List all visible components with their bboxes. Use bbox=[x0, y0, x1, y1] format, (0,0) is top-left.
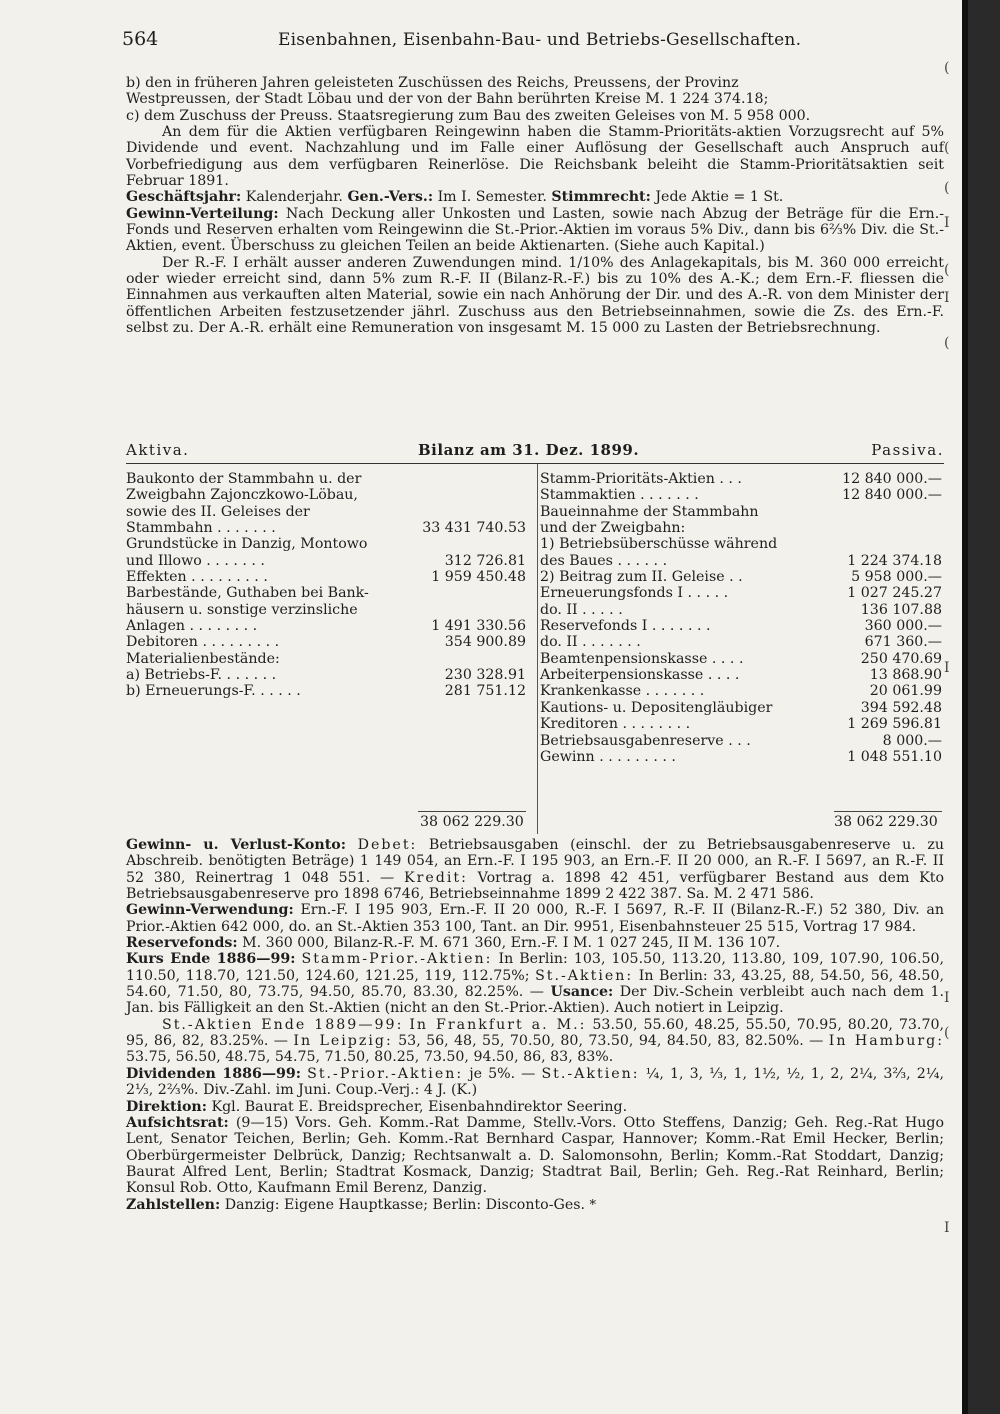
intro-line: c) dem Zuschuss der Preuss. Staatsregierung zum Bau des zweiten Geleises von M. 5 958 000. bbox=[126, 107, 811, 124]
dividenden-label: Dividenden 1886—99: bbox=[126, 1065, 302, 1082]
passiva-item-label: und der Zweigbahn: bbox=[540, 520, 686, 537]
kurs-paragraph-2 bbox=[126, 1017, 944, 1066]
passiva-row bbox=[540, 504, 942, 520]
dividenden-st-label: St.-Aktien: bbox=[541, 1065, 640, 1082]
guv-text-2: Vortrag a. 1898 42 451, verfügbarer Bestand aus dem Kto Betriebsausgabenreserve pro 1898 6746, Betriebseinnahme 1899 2 422 387. Sa. M. 2 471 586. bbox=[126, 869, 945, 903]
passiva-item-value: 8 000.— bbox=[882, 732, 942, 749]
direktion-text: Kgl. Baurat E. Breidsprecher, Eisenbahndirektor Seering. bbox=[211, 1098, 628, 1115]
usance-text: Der Div.-Schein verbleibt auch nach dem 1. Jan. bis Fälligkeit an den St.-Aktien (nicht an den St.-Prior.-Aktien). Auch notiert in Leipzig. bbox=[126, 984, 945, 1017]
passiva-item-value: 1 048 551.10 bbox=[847, 748, 942, 765]
aktiva-item-value: 281 751.12 bbox=[444, 683, 526, 700]
passiva-row bbox=[540, 602, 942, 618]
passiva-item-value: 360 000.— bbox=[864, 618, 942, 635]
aufsichtsrat-label: Aufsichtsrat: bbox=[126, 1114, 229, 1131]
passiva-item-value: 136 107.88 bbox=[860, 601, 942, 618]
guv-debet: Debet: bbox=[357, 837, 418, 853]
zahlstellen-paragraph bbox=[126, 1197, 944, 1214]
passiva-row bbox=[540, 716, 942, 732]
aktiva-item-label: b) Erneuerungs-F. . . . . . bbox=[126, 683, 301, 700]
passiva-item-label: Arbeiterpensionskasse . . . . bbox=[540, 667, 740, 684]
passiva-row bbox=[540, 683, 942, 699]
kurs-label: Kurs Ende 1886—99: bbox=[126, 951, 296, 968]
page-header bbox=[118, 28, 943, 58]
genvers-label: Gen.-Vers.: bbox=[347, 189, 434, 206]
passiva-item-label: Erneuerungsfonds I . . . . . bbox=[540, 585, 729, 602]
stimmrecht-label: Stimmrecht: bbox=[551, 189, 651, 206]
passiva-item-value: 1 027 245.27 bbox=[847, 585, 942, 602]
passiva-row bbox=[540, 700, 942, 716]
kurs-st-text: In Berlin: 33, 43.25, 88, 54.50, 56, 48.50, 54.60, 71.50, 80, 73.75, 94.50, 85.70, 83.30, 82.25%. — bbox=[126, 967, 944, 1001]
passiva-column bbox=[540, 471, 942, 765]
kurs-lpz-text: 53, 56, 48, 55, 70.50, 80, 73.50, 94, 84.50, 83, 82.50%. — bbox=[398, 1033, 824, 1050]
intro-line: Westpreussen, der Stadt Löbau und der von der Bahn berührten Kreise M. 1 224 374.18; bbox=[126, 91, 769, 108]
passiva-row bbox=[540, 749, 942, 765]
kurs-paragraph bbox=[126, 951, 944, 1016]
passiva-item-label: des Baues . . . . . . bbox=[540, 552, 668, 569]
aktiva-item-label: Zweigbahn Zajonczkowo-Löbau, bbox=[126, 487, 358, 504]
passiva-item-value: 394 592.48 bbox=[860, 699, 942, 716]
passiva-row bbox=[540, 634, 942, 650]
margin-mark: I bbox=[944, 1220, 950, 1236]
gewinnverteilung-paragraph-2: Der R.-F. I erhält ausser anderen Zuwendungen mind. 1/10% des Anlagekapitals, bis M. 360 000 erreicht oder wieder erreicht sind, dann 5% zum R.-F. II (Bilanz-R.-F.) bis zu 10% des A.-K.; dem Ern.-F. fliessen die Einnahmen aus verkauften alten Material, sowie ein nach Anhörung der Dir. und des A.-R. von dem Minister der öffentlichen Arbeiten festzusetzender jährl. Zuschuss aus den Betriebseinnahmen, sowie die Zs. des Ern.-F. selbst zu. Der A.-R. erhält eine Remuneration von insgesamt M. 15 000 zu Lasten der Betriebsrechnung. bbox=[126, 254, 944, 337]
aufsichtsrat-paragraph bbox=[126, 1115, 944, 1197]
passiva-item-label: Stammaktien . . . . . . . bbox=[540, 487, 699, 504]
aktiva-row bbox=[126, 585, 526, 601]
margin-mark: I bbox=[944, 290, 950, 306]
scan-edge-shadow bbox=[962, 0, 1000, 1414]
intro-section bbox=[126, 75, 944, 337]
reservefonds-text: M. 360 000, Bilanz-R.-F. M. 671 360, Ern.-F. I M. 1 027 245, II M. 136 107. bbox=[242, 935, 781, 952]
passiva-item-label: do. II . . . . . bbox=[540, 601, 623, 618]
passiva-item-value: 12 840 000.— bbox=[842, 487, 942, 504]
margin-marks bbox=[944, 0, 960, 1414]
page-number: 564 bbox=[122, 28, 159, 50]
bilanz-title: Bilanz am 31. Dez. 1899. bbox=[418, 441, 640, 459]
passiva-item-label: Reservefonds I . . . . . . . bbox=[540, 618, 711, 635]
aktiva-item-label: Debitoren . . . . . . . . . bbox=[126, 634, 280, 651]
guv-text-1: Betriebsausgaben (einschl. der zu Betriebsausgabenreserve u. zu Abschreib. benötigten Beträge) 1 149 054, an Ern.-F. I 195 903, an Ern.-F. II 20 000, an R.-F. I 5697, an R.-F. II 52 380, Reinertrag 1 048 551. — bbox=[126, 837, 944, 886]
usance-label: Usance: bbox=[550, 984, 614, 1001]
passiva-item-value: 13 868.90 bbox=[869, 667, 942, 684]
aktiva-item-label: a) Betriebs-F. . . . . . . bbox=[126, 667, 277, 684]
passiva-item-value: 671 360.— bbox=[864, 634, 942, 651]
margin-mark: I bbox=[944, 215, 950, 231]
dividenden-prior-text: je 5%. — bbox=[469, 1065, 536, 1082]
aktiva-item-label: Anlagen . . . . . . . . bbox=[126, 618, 258, 635]
passiva-row bbox=[540, 553, 942, 569]
passiva-item-label: Betriebsausgabenreserve . . . bbox=[540, 732, 751, 749]
passiva-item-label: 1) Betriebsüberschüsse während bbox=[540, 536, 778, 553]
stimmrecht-text: Jede Aktie = 1 St. bbox=[655, 189, 784, 206]
zahlstellen-label: Zahlstellen: bbox=[126, 1196, 221, 1213]
kurs-prior-text: In Berlin: 103, 105.50, 113.20, 113.80, 109, 107.90, 106.50, 110.50, 118.70, 121.50, 124.60, 121.25, 119, 112.75%; bbox=[126, 951, 945, 984]
aktiva-item-value: 354 900.89 bbox=[444, 634, 526, 651]
aktiva-item-value: 230 328.91 bbox=[444, 667, 526, 684]
passiva-item-value: 250 470.69 bbox=[860, 650, 942, 667]
passiva-item-label: Gewinn . . . . . . . . . bbox=[540, 748, 676, 765]
passiva-total: 38 062 229.30 bbox=[834, 814, 938, 830]
guv-label: Gewinn- u. Verlust-Konto: bbox=[126, 837, 346, 853]
aktiva-item-label: Stammbahn . . . . . . . bbox=[126, 520, 276, 537]
aktiva-item-label: Materialienbestände: bbox=[126, 650, 280, 667]
dividenden-st-text: ¼, 1, 3, ⅓, 1, 1½, ½, 1, 2, 2¼, 3⅔, 2¼, 2⅓, 2⅔%. bbox=[126, 1065, 945, 1099]
margin-mark: ( bbox=[944, 180, 950, 196]
passiva-row bbox=[540, 651, 942, 667]
kurs-ffm-text: 53.50, 55.60, 48.25, 55.50, 70.95, 80.20, 73.70, 95, 86, 82, 83.25%. — bbox=[126, 1016, 945, 1050]
kurs-lpz-label: In Leipzig: bbox=[293, 1033, 393, 1050]
passiva-row bbox=[540, 487, 942, 503]
aktiva-row bbox=[126, 602, 526, 618]
passiva-row bbox=[540, 585, 942, 601]
dividenden-paragraph bbox=[126, 1066, 944, 1099]
passiva-item-label: Kreditoren . . . . . . . . bbox=[540, 716, 691, 733]
margin-mark: ( bbox=[944, 1025, 950, 1041]
intro-paragraph: An dem für die Aktien verfügbaren Reingewinn haben die Stamm-Prioritäts-aktien Vorzugsrecht auf 5% Dividende und event. Nachzahlung und im Falle einer Auflösung der Gesellschaft auch Anspruch auf Vorbefriedigung aus dem verfügbaren Reinerlöse. Die Reichsbank beleiht die Stamm-Prioritätsaktien seit Februar 1891. bbox=[126, 124, 944, 190]
aktiva-row bbox=[126, 569, 526, 585]
aktiva-row bbox=[126, 520, 526, 536]
aktiva-item-value: 1 959 450.48 bbox=[431, 569, 526, 586]
aktiva-row bbox=[126, 634, 526, 650]
passiva-item-value: 5 958 000.— bbox=[851, 569, 942, 586]
direktion-label: Direktion: bbox=[126, 1098, 207, 1115]
passiva-item-label: Krankenkasse . . . . . . . bbox=[540, 683, 705, 700]
passiva-item-label: do. II . . . . . . . bbox=[540, 634, 641, 651]
margin-mark: ( bbox=[944, 335, 950, 351]
guv-paragraph bbox=[126, 837, 944, 902]
passiva-sum-rule bbox=[834, 811, 942, 812]
passiva-item-label: Beamtenpensionskasse . . . . bbox=[540, 650, 744, 667]
aktiva-row bbox=[126, 683, 526, 699]
aktiva-item-value: 33 431 740.53 bbox=[422, 520, 526, 537]
passiva-row bbox=[540, 667, 942, 683]
passiva-row bbox=[540, 520, 942, 536]
aktiva-column bbox=[126, 471, 526, 700]
gewinnverteilung-paragraph bbox=[126, 206, 944, 255]
aktiva-row bbox=[126, 553, 526, 569]
aktiva-item-label: Baukonto der Stammbahn u. der bbox=[126, 471, 362, 487]
lower-section bbox=[126, 837, 944, 1214]
passiva-item-value: 20 061.99 bbox=[869, 683, 942, 700]
zahlstellen-text: Danzig: Eigene Hauptkasse; Berlin: Disconto-Ges. bbox=[224, 1196, 586, 1213]
kurs-hbg-text: 53.75, 56.50, 48.75, 54.75, 71.50, 80.25, 73.50, 94.50, 86, 83, 83%. bbox=[126, 1049, 614, 1066]
passiva-row bbox=[540, 618, 942, 634]
margin-mark: I bbox=[944, 660, 950, 676]
page-title: Eisenbahnen, Eisenbahn-Bau- und Betriebs-Gesellschaften. bbox=[278, 30, 802, 50]
guv-kredit: Kredit: bbox=[403, 869, 468, 886]
kurs-ffm-label: In Frankfurt a. M.: bbox=[409, 1016, 587, 1033]
passiva-item-value: 12 840 000.— bbox=[842, 471, 942, 487]
aktiva-total: 38 062 229.30 bbox=[420, 814, 524, 830]
passiva-item-label: 2) Beitrag zum II. Geleise . . bbox=[540, 569, 743, 586]
aktiva-row bbox=[126, 504, 526, 520]
geschaeftsjahr-text: Kalenderjahr. bbox=[245, 189, 343, 206]
aktiva-row bbox=[126, 471, 526, 487]
genvers-text: Im I. Semester. bbox=[437, 189, 547, 206]
scan-edge-line bbox=[962, 0, 968, 1414]
aktiva-item-label: sowie des II. Geleises der bbox=[126, 503, 310, 520]
margin-mark: ( bbox=[944, 262, 950, 278]
reservefonds-paragraph bbox=[126, 935, 944, 951]
kurs-hbg-label: In Hamburg: bbox=[828, 1033, 944, 1050]
direktion-paragraph bbox=[126, 1099, 944, 1115]
passiva-row bbox=[540, 569, 942, 585]
aufsichtsrat-text: (9—15) Vors. Geh. Komm.-Rat Damme, Stellv.-Vors. Otto Steffens, Danzig; Geh. Reg.-Rat Hugo Lent, Senator Teichen, Berlin; Geh. Komm.-Rat Bernhard Caspar, Hannover; Komm.-Rat Emil Hecker, Berlin; Oberbürgermeister Delbrück, Danzig; Rechtsanwalt a. D. Salomonsohn, Berlin; Komm.-Rat Stoddart, Danzig; Baurat Alfred Lent, Berlin; Stadtrat Kosmack, Danzig; Stadtrat Bail, Berlin; Geh. Reg.-Rat Reinhard, Berlin; Konsul Rob. Otto, Kaufmann Emil Berenz, Danzig. bbox=[126, 1114, 945, 1197]
bilanz-divider bbox=[537, 464, 538, 834]
passiva-item-value: 1 224 374.18 bbox=[847, 552, 942, 569]
passiva-row bbox=[540, 536, 942, 552]
bilanz-header bbox=[126, 441, 944, 461]
bilanz-top-rule bbox=[126, 463, 944, 464]
passiva-row bbox=[540, 471, 942, 487]
aktiva-item-label: Effekten . . . . . . . . . bbox=[126, 569, 268, 586]
passiva-item-value: 1 269 596.81 bbox=[847, 716, 942, 733]
aktiva-row bbox=[126, 667, 526, 683]
aktiva-row bbox=[126, 536, 526, 552]
margin-mark: ( bbox=[944, 140, 950, 156]
aktiva-item-label: Barbestände, Guthaben bei Bank- bbox=[126, 585, 369, 602]
kurs-p2-prefix: St.-Aktien Ende 1889—99: bbox=[162, 1016, 404, 1033]
aktiva-item-label: Grundstücke in Danzig, Montowo bbox=[126, 536, 368, 553]
intro-line: b) den in früheren Jahren geleisteten Zuschüssen des Reichs, Preussens, der Provinz bbox=[126, 75, 739, 91]
gewinnverteilung-text: Nach Deckung aller Unkosten und Lasten, sowie nach Abzug der Beträge für die Ern.-Fonds und Reserven erhalten vom Reingewinn die St.-Prior.-Aktien im voraus 5% Div., dann bis 6⅔% Div. die St.-Aktien, event. Überschuss zu gleichen Teilen an beide Aktienarten. (Siehe auch Kapital.) bbox=[126, 205, 945, 255]
aktiva-row bbox=[126, 487, 526, 503]
passiva-row bbox=[540, 733, 942, 749]
aktiva-item-label: und Illowo . . . . . . . bbox=[126, 552, 265, 569]
reservefonds-label: Reservefonds: bbox=[126, 935, 238, 952]
gewinnverwendung-paragraph bbox=[126, 902, 944, 935]
aktiva-row bbox=[126, 651, 526, 667]
gewinnverwendung-text: Ern.-F. I 195 903, Ern.-F. II 20 000, R.-F. I 5697, R.-F. II (Bilanz-R.-F.) 52 380, Div. an Prior.-Aktien 642 000, do. an St.-Aktien 353 100, Tant. an Dir. 9951, Eisenbahnsteuer 25 515, Vortrag 17 984. bbox=[126, 902, 944, 935]
margin-mark: I bbox=[944, 990, 950, 1006]
footnote-star-icon: * bbox=[589, 1197, 597, 1213]
aktiva-item-label: häusern u. sonstige verzinsliche bbox=[126, 601, 358, 618]
aktiva-label: Aktiva. bbox=[126, 441, 190, 459]
margin-mark: ( bbox=[944, 60, 950, 76]
passiva-item-label: Kautions- u. Depositengläubiger bbox=[540, 699, 773, 716]
passiva-item-label: Baueinnahme der Stammbahn bbox=[540, 503, 759, 520]
dividenden-tail: Div.-Zahl. im Juni. Coup.-Verj.: 4 J. (K.) bbox=[203, 1082, 478, 1099]
aktiva-row bbox=[126, 618, 526, 634]
geschaeftsjahr-line bbox=[126, 189, 944, 205]
aktiva-item-value: 1 491 330.56 bbox=[431, 618, 526, 635]
dividenden-prior-label: St.-Prior.-Aktien: bbox=[307, 1065, 464, 1082]
passiva-label: Passiva. bbox=[871, 441, 944, 459]
aktiva-item-value: 312 726.81 bbox=[444, 552, 526, 569]
aktiva-sum-rule bbox=[418, 811, 526, 812]
passiva-item-label: Stamm-Prioritäts-Aktien . . . bbox=[540, 471, 742, 487]
gewinnverteilung-label: Gewinn-Verteilung: bbox=[126, 205, 279, 222]
gewinnverwendung-label: Gewinn-Verwendung: bbox=[126, 902, 294, 919]
geschaeftsjahr-label: Geschäftsjahr: bbox=[126, 189, 242, 206]
kurs-prior-label: Stamm-Prior.-Aktien: bbox=[301, 951, 493, 968]
kurs-st-label: St.-Aktien: bbox=[535, 967, 634, 984]
